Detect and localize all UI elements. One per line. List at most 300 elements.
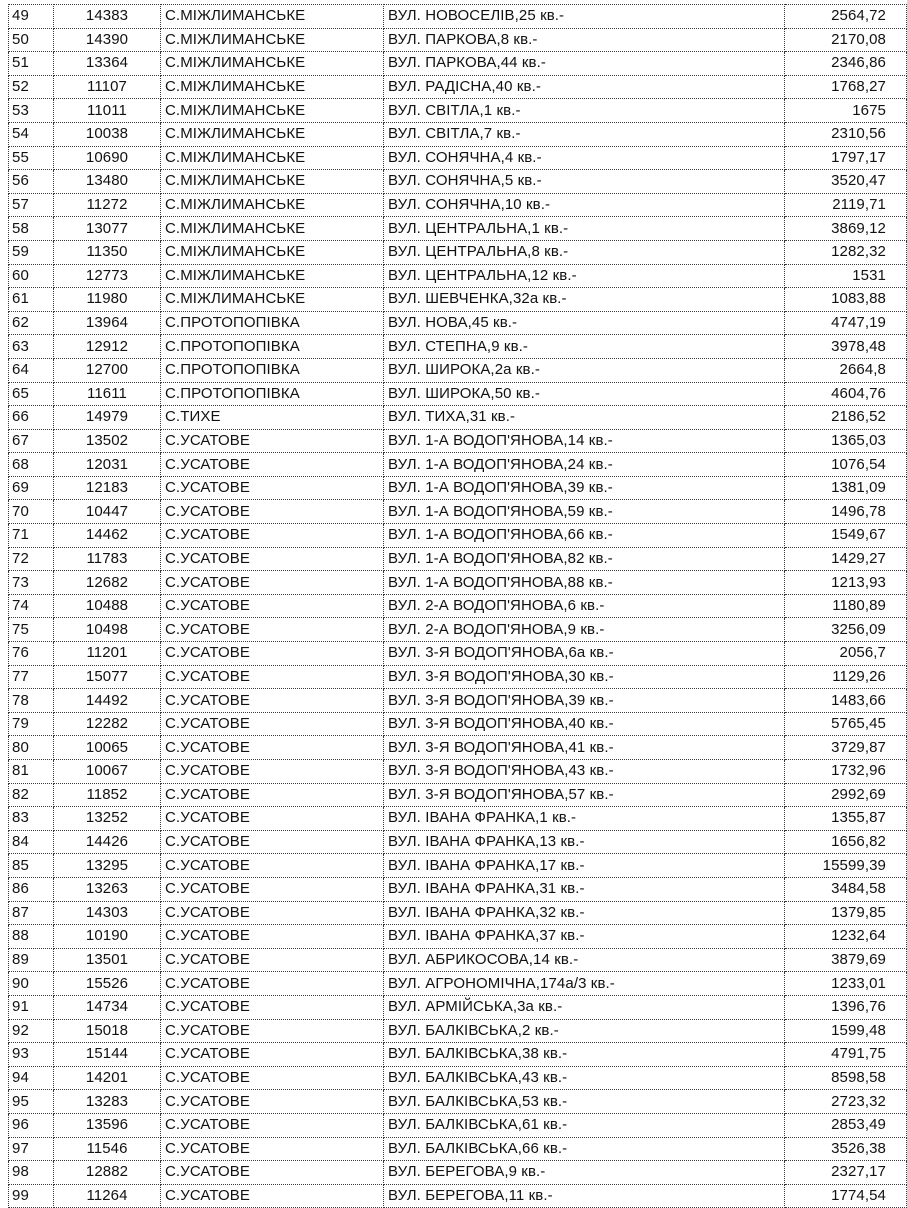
amount-cell: 1076,54 (785, 453, 907, 477)
address-cell: ВУЛ. ІВАНА ФРАНКА,13 кв.- (384, 830, 785, 854)
row-number-cell: 81 (9, 760, 54, 784)
amount-cell: 2564,72 (785, 5, 907, 29)
table-row (9, 736, 907, 760)
amount-cell: 1496,78 (785, 500, 907, 524)
table-row (9, 760, 907, 784)
account-number-cell: 10498 (54, 618, 161, 642)
village-cell: С.МІЖЛИМАНСЬКЕ (161, 288, 384, 312)
table-row (9, 28, 907, 52)
table-row (9, 524, 907, 548)
amount-cell: 1355,87 (785, 807, 907, 831)
account-number-cell: 14462 (54, 524, 161, 548)
account-number-cell: 12700 (54, 358, 161, 382)
table-row (9, 854, 907, 878)
account-number-cell: 13596 (54, 1113, 161, 1137)
row-number-cell: 79 (9, 712, 54, 736)
address-cell: ВУЛ. СТЕПНА,9 кв.- (384, 335, 785, 359)
table-row (9, 1019, 907, 1043)
row-number-cell: 76 (9, 642, 54, 666)
table-row (9, 830, 907, 854)
address-cell: ВУЛ. ЦЕНТРАЛЬНА,8 кв.- (384, 240, 785, 264)
amount-cell: 1549,67 (785, 524, 907, 548)
row-number-cell: 90 (9, 972, 54, 996)
address-cell: ВУЛ. АГРОНОМІЧНА,174а/3 кв.- (384, 972, 785, 996)
amount-cell: 1233,01 (785, 972, 907, 996)
table-row (9, 594, 907, 618)
village-cell: С.ПРОТОПОПІВКА (161, 311, 384, 335)
address-cell: ВУЛ. БАЛКІВСЬКА,66 кв.- (384, 1137, 785, 1161)
account-number-cell: 10488 (54, 594, 161, 618)
row-number-cell: 99 (9, 1184, 54, 1208)
table-body (9, 5, 907, 1208)
row-number-cell: 97 (9, 1137, 54, 1161)
village-cell: С.ПРОТОПОПІВКА (161, 382, 384, 406)
address-cell: ВУЛ. ЦЕНТРАЛЬНА,12 кв.- (384, 264, 785, 288)
village-cell: С.УСАТОВЕ (161, 1113, 384, 1137)
amount-cell: 4791,75 (785, 1043, 907, 1067)
table-row (9, 288, 907, 312)
village-cell: С.ПРОТОПОПІВКА (161, 358, 384, 382)
table-row (9, 382, 907, 406)
address-cell: ВУЛ. НОВА,45 кв.- (384, 311, 785, 335)
account-number-cell: 13480 (54, 170, 161, 194)
amount-cell: 1531 (785, 264, 907, 288)
amount-cell: 2119,71 (785, 193, 907, 217)
row-number-cell: 60 (9, 264, 54, 288)
account-number-cell: 15526 (54, 972, 161, 996)
table-row (9, 193, 907, 217)
amount-cell: 15599,39 (785, 854, 907, 878)
row-number-cell: 78 (9, 689, 54, 713)
table-row (9, 476, 907, 500)
village-cell: С.УСАТОВЕ (161, 642, 384, 666)
village-cell: С.УСАТОВЕ (161, 571, 384, 595)
account-number-cell: 13252 (54, 807, 161, 831)
address-cell: ВУЛ. 1-А ВОДОП'ЯНОВА,82 кв.- (384, 547, 785, 571)
village-cell: С.МІЖЛИМАНСЬКЕ (161, 75, 384, 99)
row-number-cell: 86 (9, 877, 54, 901)
row-number-cell: 96 (9, 1113, 54, 1137)
table-row (9, 807, 907, 831)
amount-cell: 3520,47 (785, 170, 907, 194)
village-cell: С.УСАТОВЕ (161, 712, 384, 736)
amount-cell: 2186,52 (785, 406, 907, 430)
amount-cell: 2723,32 (785, 1090, 907, 1114)
amount-cell: 8598,58 (785, 1066, 907, 1090)
village-cell: С.ТИХЕ (161, 406, 384, 430)
row-number-cell: 62 (9, 311, 54, 335)
address-cell: ВУЛ. БАЛКІВСЬКА,53 кв.- (384, 1090, 785, 1114)
account-number-cell: 13364 (54, 52, 161, 76)
amount-cell: 1365,03 (785, 429, 907, 453)
address-cell: ВУЛ. БЕРЕГОВА,9 кв.- (384, 1161, 785, 1185)
table-row (9, 1137, 907, 1161)
address-cell: ВУЛ. БЕРЕГОВА,11 кв.- (384, 1184, 785, 1208)
address-cell: ВУЛ. 1-А ВОДОП'ЯНОВА,88 кв.- (384, 571, 785, 595)
row-number-cell: 74 (9, 594, 54, 618)
amount-cell: 2170,08 (785, 28, 907, 52)
account-number-cell: 12912 (54, 335, 161, 359)
amount-cell: 2992,69 (785, 783, 907, 807)
account-number-cell: 11264 (54, 1184, 161, 1208)
address-cell: ВУЛ. АБРИКОСОВА,14 кв.- (384, 948, 785, 972)
amount-cell: 1129,26 (785, 665, 907, 689)
row-number-cell: 91 (9, 995, 54, 1019)
village-cell: С.УСАТОВЕ (161, 1019, 384, 1043)
village-cell: С.УСАТОВЕ (161, 594, 384, 618)
account-number-cell: 11272 (54, 193, 161, 217)
account-number-cell: 10065 (54, 736, 161, 760)
address-cell: ВУЛ. 3-Я ВОДОП'ЯНОВА,43 кв.- (384, 760, 785, 784)
account-number-cell: 13077 (54, 217, 161, 241)
village-cell: С.УСАТОВЕ (161, 476, 384, 500)
village-cell: С.УСАТОВЕ (161, 429, 384, 453)
account-number-cell: 15018 (54, 1019, 161, 1043)
account-number-cell: 11107 (54, 75, 161, 99)
row-number-cell: 66 (9, 406, 54, 430)
account-number-cell: 14303 (54, 901, 161, 925)
address-cell: ВУЛ. 2-А ВОДОП'ЯНОВА,9 кв.- (384, 618, 785, 642)
account-number-cell: 13295 (54, 854, 161, 878)
village-cell: С.МІЖЛИМАНСЬКЕ (161, 193, 384, 217)
address-cell: ВУЛ. СОНЯЧНА,5 кв.- (384, 170, 785, 194)
row-number-cell: 54 (9, 122, 54, 146)
table-row (9, 901, 907, 925)
village-cell: С.УСАТОВЕ (161, 925, 384, 949)
village-cell: С.УСАТОВЕ (161, 1137, 384, 1161)
village-cell: С.УСАТОВЕ (161, 736, 384, 760)
village-cell: С.УСАТОВЕ (161, 665, 384, 689)
table-row (9, 217, 907, 241)
row-number-cell: 64 (9, 358, 54, 382)
row-number-cell: 85 (9, 854, 54, 878)
village-cell: С.УСАТОВЕ (161, 854, 384, 878)
account-number-cell: 14383 (54, 5, 161, 29)
address-cell: ВУЛ. ШЕВЧЕНКА,32а кв.- (384, 288, 785, 312)
table-row (9, 264, 907, 288)
village-cell: С.УСАТОВЕ (161, 453, 384, 477)
village-cell: С.УСАТОВЕ (161, 1043, 384, 1067)
table-row (9, 1184, 907, 1208)
address-cell: ВУЛ. БАЛКІВСЬКА,2 кв.- (384, 1019, 785, 1043)
row-number-cell: 52 (9, 75, 54, 99)
amount-cell: 1732,96 (785, 760, 907, 784)
account-number-cell: 10190 (54, 925, 161, 949)
account-number-cell: 12773 (54, 264, 161, 288)
village-cell: С.УСАТОВЕ (161, 995, 384, 1019)
table-row (9, 689, 907, 713)
account-number-cell: 14390 (54, 28, 161, 52)
table-row (9, 122, 907, 146)
amount-cell: 3978,48 (785, 335, 907, 359)
table-row (9, 335, 907, 359)
amount-cell: 2327,17 (785, 1161, 907, 1185)
address-cell: ВУЛ. 1-А ВОДОП'ЯНОВА,39 кв.- (384, 476, 785, 500)
amount-cell: 2056,7 (785, 642, 907, 666)
account-number-cell: 13283 (54, 1090, 161, 1114)
address-cell: ВУЛ. 3-Я ВОДОП'ЯНОВА,57 кв.- (384, 783, 785, 807)
address-cell: ВУЛ. СВІТЛА,7 кв.- (384, 122, 785, 146)
amount-cell: 1180,89 (785, 594, 907, 618)
amount-cell: 1282,32 (785, 240, 907, 264)
address-cell: ВУЛ. 3-Я ВОДОП'ЯНОВА,30 кв.- (384, 665, 785, 689)
amount-cell: 1483,66 (785, 689, 907, 713)
village-cell: С.УСАТОВЕ (161, 1184, 384, 1208)
account-number-cell: 13263 (54, 877, 161, 901)
account-number-cell: 13502 (54, 429, 161, 453)
row-number-cell: 49 (9, 5, 54, 29)
address-cell: ВУЛ. ІВАНА ФРАНКА,1 кв.- (384, 807, 785, 831)
table-row (9, 972, 907, 996)
village-cell: С.МІЖЛИМАНСЬКЕ (161, 28, 384, 52)
amount-cell: 3526,38 (785, 1137, 907, 1161)
row-number-cell: 98 (9, 1161, 54, 1185)
account-number-cell: 12282 (54, 712, 161, 736)
account-number-cell: 10690 (54, 146, 161, 170)
row-number-cell: 89 (9, 948, 54, 972)
village-cell: С.УСАТОВЕ (161, 830, 384, 854)
table-row (9, 52, 907, 76)
address-cell: ВУЛ. 1-А ВОДОП'ЯНОВА,24 кв.- (384, 453, 785, 477)
village-cell: С.УСАТОВЕ (161, 760, 384, 784)
table-row (9, 311, 907, 335)
account-number-cell: 14492 (54, 689, 161, 713)
row-number-cell: 72 (9, 547, 54, 571)
address-cell: ВУЛ. 3-Я ВОДОП'ЯНОВА,6а кв.- (384, 642, 785, 666)
amount-cell: 3879,69 (785, 948, 907, 972)
amount-cell: 1379,85 (785, 901, 907, 925)
amount-cell: 2310,56 (785, 122, 907, 146)
amount-cell: 1656,82 (785, 830, 907, 854)
amount-cell: 1774,54 (785, 1184, 907, 1208)
table-row (9, 500, 907, 524)
table-row (9, 925, 907, 949)
table-row (9, 1161, 907, 1185)
address-cell: ВУЛ. РАДІСНА,40 кв.- (384, 75, 785, 99)
amount-cell: 1381,09 (785, 476, 907, 500)
village-cell: С.МІЖЛИМАНСЬКЕ (161, 264, 384, 288)
village-cell: С.МІЖЛИМАНСЬКЕ (161, 99, 384, 123)
account-number-cell: 10447 (54, 500, 161, 524)
row-number-cell: 83 (9, 807, 54, 831)
amount-cell: 1675 (785, 99, 907, 123)
village-cell: С.УСАТОВЕ (161, 524, 384, 548)
row-number-cell: 88 (9, 925, 54, 949)
address-cell: ВУЛ. ТИХА,31 кв.- (384, 406, 785, 430)
account-number-cell: 13501 (54, 948, 161, 972)
table-row (9, 75, 907, 99)
table-row (9, 99, 907, 123)
table-row (9, 547, 907, 571)
table-row (9, 1066, 907, 1090)
row-number-cell: 82 (9, 783, 54, 807)
row-number-cell: 71 (9, 524, 54, 548)
address-cell: ВУЛ. БАЛКІВСЬКА,38 кв.- (384, 1043, 785, 1067)
village-cell: С.УСАТОВЕ (161, 500, 384, 524)
row-number-cell: 69 (9, 476, 54, 500)
table-row (9, 1090, 907, 1114)
amount-cell: 3256,09 (785, 618, 907, 642)
village-cell: С.УСАТОВЕ (161, 547, 384, 571)
row-number-cell: 63 (9, 335, 54, 359)
table-row (9, 240, 907, 264)
table-row (9, 571, 907, 595)
row-number-cell: 51 (9, 52, 54, 76)
village-cell: С.УСАТОВЕ (161, 689, 384, 713)
account-number-cell: 12183 (54, 476, 161, 500)
village-cell: С.МІЖЛИМАНСЬКЕ (161, 146, 384, 170)
village-cell: С.МІЖЛИМАНСЬКЕ (161, 52, 384, 76)
account-number-cell: 11350 (54, 240, 161, 264)
address-cell: ВУЛ. 3-Я ВОДОП'ЯНОВА,40 кв.- (384, 712, 785, 736)
amount-cell: 1797,17 (785, 146, 907, 170)
village-cell: С.УСАТОВЕ (161, 1161, 384, 1185)
village-cell: С.УСАТОВЕ (161, 901, 384, 925)
amount-cell: 1429,27 (785, 547, 907, 571)
table-row (9, 146, 907, 170)
account-number-cell: 14979 (54, 406, 161, 430)
table-row (9, 170, 907, 194)
address-cell: ВУЛ. СВІТЛА,1 кв.- (384, 99, 785, 123)
address-cell: ВУЛ. ШИРОКА,50 кв.- (384, 382, 785, 406)
amount-cell: 4747,19 (785, 311, 907, 335)
table-row (9, 948, 907, 972)
row-number-cell: 67 (9, 429, 54, 453)
address-cell: ВУЛ. СОНЯЧНА,10 кв.- (384, 193, 785, 217)
table-row (9, 406, 907, 430)
address-cell: ВУЛ. ІВАНА ФРАНКА,17 кв.- (384, 854, 785, 878)
table-row (9, 1043, 907, 1067)
address-cell: ВУЛ. БАЛКІВСЬКА,61 кв.- (384, 1113, 785, 1137)
amount-cell: 5765,45 (785, 712, 907, 736)
row-number-cell: 57 (9, 193, 54, 217)
account-number-cell: 11201 (54, 642, 161, 666)
address-cell: ВУЛ. НОВОСЕЛІВ,25 кв.- (384, 5, 785, 29)
row-number-cell: 50 (9, 28, 54, 52)
account-number-cell: 15144 (54, 1043, 161, 1067)
village-cell: С.МІЖЛИМАНСЬКЕ (161, 170, 384, 194)
address-cell: ВУЛ. ІВАНА ФРАНКА,37 кв.- (384, 925, 785, 949)
row-number-cell: 53 (9, 99, 54, 123)
village-cell: С.ПРОТОПОПІВКА (161, 335, 384, 359)
address-cell: ВУЛ. АРМІЙСЬКА,3а кв.- (384, 995, 785, 1019)
amount-cell: 1083,88 (785, 288, 907, 312)
amount-cell: 1599,48 (785, 1019, 907, 1043)
address-cell: ВУЛ. 1-А ВОДОП'ЯНОВА,14 кв.- (384, 429, 785, 453)
row-number-cell: 70 (9, 500, 54, 524)
account-number-cell: 12031 (54, 453, 161, 477)
row-number-cell: 77 (9, 665, 54, 689)
account-number-cell: 11783 (54, 547, 161, 571)
account-number-cell: 11011 (54, 99, 161, 123)
address-cell: ВУЛ. 2-А ВОДОП'ЯНОВА,6 кв.- (384, 594, 785, 618)
account-number-cell: 11611 (54, 382, 161, 406)
village-cell: С.МІЖЛИМАНСЬКЕ (161, 5, 384, 29)
table-row (9, 358, 907, 382)
address-cell: ВУЛ. ПАРКОВА,44 кв.- (384, 52, 785, 76)
account-number-cell: 11852 (54, 783, 161, 807)
account-number-cell: 10038 (54, 122, 161, 146)
row-number-cell: 80 (9, 736, 54, 760)
amount-cell: 3484,58 (785, 877, 907, 901)
row-number-cell: 55 (9, 146, 54, 170)
village-cell: С.МІЖЛИМАНСЬКЕ (161, 240, 384, 264)
row-number-cell: 87 (9, 901, 54, 925)
row-number-cell: 94 (9, 1066, 54, 1090)
row-number-cell: 73 (9, 571, 54, 595)
address-cell: ВУЛ. 1-А ВОДОП'ЯНОВА,59 кв.- (384, 500, 785, 524)
address-cell: ВУЛ. 3-Я ВОДОП'ЯНОВА,41 кв.- (384, 736, 785, 760)
address-cell: ВУЛ. 3-Я ВОДОП'ЯНОВА,39 кв.- (384, 689, 785, 713)
account-number-cell: 11980 (54, 288, 161, 312)
table-row (9, 642, 907, 666)
table-row (9, 1113, 907, 1137)
address-cell: ВУЛ. БАЛКІВСЬКА,43 кв.- (384, 1066, 785, 1090)
table-row (9, 995, 907, 1019)
row-number-cell: 95 (9, 1090, 54, 1114)
village-cell: С.УСАТОВЕ (161, 807, 384, 831)
row-number-cell: 68 (9, 453, 54, 477)
row-number-cell: 56 (9, 170, 54, 194)
amount-cell: 1768,27 (785, 75, 907, 99)
row-number-cell: 84 (9, 830, 54, 854)
village-cell: С.УСАТОВЕ (161, 1090, 384, 1114)
account-number-cell: 13964 (54, 311, 161, 335)
address-cell: ВУЛ. ЦЕНТРАЛЬНА,1 кв.- (384, 217, 785, 241)
village-cell: С.УСАТОВЕ (161, 948, 384, 972)
amount-cell: 2853,49 (785, 1113, 907, 1137)
address-cell: ВУЛ. ШИРОКА,2а кв.- (384, 358, 785, 382)
address-cell: ВУЛ. ІВАНА ФРАНКА,31 кв.- (384, 877, 785, 901)
amount-cell: 2346,86 (785, 52, 907, 76)
account-number-cell: 12882 (54, 1161, 161, 1185)
village-cell: С.УСАТОВЕ (161, 618, 384, 642)
account-number-cell: 11546 (54, 1137, 161, 1161)
table-row (9, 5, 907, 29)
amount-cell: 1232,64 (785, 925, 907, 949)
debt-table (8, 4, 907, 1208)
address-cell: ВУЛ. СОНЯЧНА,4 кв.- (384, 146, 785, 170)
amount-cell: 2664,8 (785, 358, 907, 382)
account-number-cell: 12682 (54, 571, 161, 595)
row-number-cell: 65 (9, 382, 54, 406)
amount-cell: 3729,87 (785, 736, 907, 760)
amount-cell: 1396,76 (785, 995, 907, 1019)
village-cell: С.УСАТОВЕ (161, 1066, 384, 1090)
row-number-cell: 93 (9, 1043, 54, 1067)
table-row (9, 665, 907, 689)
village-cell: С.УСАТОВЕ (161, 877, 384, 901)
account-number-cell: 14201 (54, 1066, 161, 1090)
address-cell: ВУЛ. ІВАНА ФРАНКА,32 кв.- (384, 901, 785, 925)
table-row (9, 877, 907, 901)
table-row (9, 712, 907, 736)
village-cell: С.МІЖЛИМАНСЬКЕ (161, 217, 384, 241)
amount-cell: 4604,76 (785, 382, 907, 406)
table-row (9, 453, 907, 477)
village-cell: С.МІЖЛИМАНСЬКЕ (161, 122, 384, 146)
account-number-cell: 10067 (54, 760, 161, 784)
amount-cell: 3869,12 (785, 217, 907, 241)
table-row (9, 618, 907, 642)
amount-cell: 1213,93 (785, 571, 907, 595)
village-cell: С.УСАТОВЕ (161, 972, 384, 996)
row-number-cell: 58 (9, 217, 54, 241)
account-number-cell: 15077 (54, 665, 161, 689)
row-number-cell: 61 (9, 288, 54, 312)
account-number-cell: 14734 (54, 995, 161, 1019)
village-cell: С.УСАТОВЕ (161, 783, 384, 807)
